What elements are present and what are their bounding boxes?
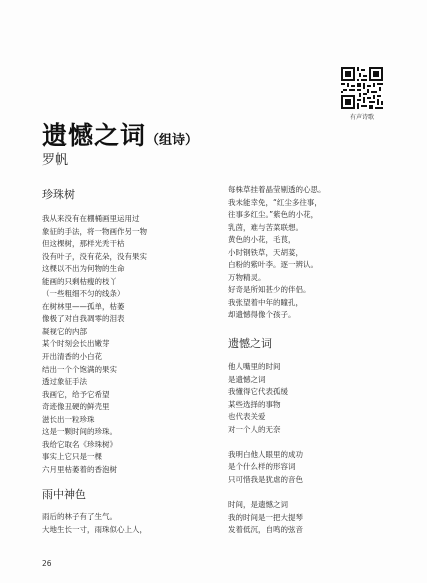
poem-title-yihanzhici: 遗憾之词 bbox=[228, 337, 272, 350]
poem-line: 某些选择的事物 bbox=[228, 399, 281, 409]
poem-line: 像极了对自我凋零的泪表 bbox=[42, 314, 125, 324]
poem-line: 也代表关爱 bbox=[228, 412, 266, 422]
poem-line: 能画的只剩枯瘦的枝丫 bbox=[42, 276, 117, 286]
poem-lines-yuzhongshense-continued bbox=[228, 184, 326, 322]
poem-line: 对一个人的无奈 bbox=[228, 424, 281, 434]
poem-line: 某个时刻会长出嫩芽 bbox=[42, 339, 110, 349]
poem-line: 这棵以不出为何物的生命 bbox=[42, 264, 125, 274]
poem-lines-yihanzhici bbox=[228, 361, 303, 537]
poem-line: 我未能幸免，“红尘多往事， bbox=[228, 197, 322, 207]
poem-line: （一些粗细不匀的线条） bbox=[42, 289, 125, 299]
collection-title bbox=[42, 116, 198, 152]
poem-line: 黄色的小花，毛茛， bbox=[228, 235, 296, 245]
poem-line: 发着低沉，自鸣的弦音 bbox=[228, 525, 303, 535]
poem-line: 却遗憾得像个孩子。 bbox=[228, 310, 296, 320]
poem-line: 我从来没有在棚桶画里运用过 bbox=[42, 214, 140, 223]
title-main: 遗憾之词 bbox=[42, 121, 147, 150]
author-name: 罗帆 bbox=[42, 153, 69, 168]
poem-title-zhenzhushu: 珍珠树 bbox=[42, 188, 75, 201]
poem-line: 结出一个个饱满的果实 bbox=[42, 364, 117, 374]
poem-line: 象征的手法，将一物画作另一物 bbox=[42, 226, 147, 236]
poem-line: 我给它取名《珍珠树》 bbox=[42, 439, 117, 449]
poem-line: 乳茵，难与苦菜联想。 bbox=[228, 222, 303, 232]
poem-line: 我明白他人眼里的成功 bbox=[228, 449, 303, 459]
poem-line: 事实上它只是一棵 bbox=[42, 452, 102, 462]
stanza-break bbox=[228, 486, 303, 499]
poem-line: 是个什么样的形容词 bbox=[228, 462, 296, 472]
poem-line: 没有叶子，没有花朵，没有果实 bbox=[42, 251, 147, 261]
poem-line: 奇迹像丑硬的鲜壳里 bbox=[42, 402, 110, 412]
title-subtitle: （组诗） bbox=[146, 133, 199, 148]
poem-line: 但这棵树，那样光秃干枯 bbox=[42, 239, 125, 249]
poem-line: 时间，是遗憾之词 bbox=[228, 500, 288, 510]
poem-line: 透过象征手法 bbox=[42, 377, 87, 387]
poem-line: 只可惜我是犹虐的音色 bbox=[228, 474, 303, 484]
qr-caption: 有声诗歌 bbox=[349, 114, 374, 121]
page-number: 26 bbox=[42, 559, 52, 568]
poem-line: 我张望着中年的瞳孔， bbox=[228, 297, 303, 307]
poem-line: 凝视它的内部 bbox=[42, 326, 87, 336]
poem-lines-yuzhongshense bbox=[42, 511, 147, 536]
poem-line: 每株草挂着晶莹剔透的心思。 bbox=[228, 185, 326, 194]
poem-title-yuzhongshense: 雨中神色 bbox=[42, 488, 86, 501]
poem-line: 开出清香的小白花 bbox=[42, 352, 102, 362]
poem-line: 雨后的林子有了生气。 bbox=[42, 512, 117, 521]
poem-line: 这是一颗时间的珍珠。 bbox=[42, 427, 117, 437]
poem-line: 他人嘴里的时间 bbox=[228, 362, 281, 371]
poem-line: 我画它，给予它希望 bbox=[42, 389, 110, 399]
poem-line: 我懂得它代表孤缓 bbox=[228, 387, 288, 397]
poem-lines-zhenzhushu bbox=[42, 213, 147, 476]
poem-line: 好奇是所知甚少的伴侣。 bbox=[228, 285, 311, 295]
poem-line: 在树林里——孤单，枯萎 bbox=[42, 301, 125, 311]
poem-line: 是遗憾之词 bbox=[228, 374, 266, 384]
qr-code[interactable] bbox=[341, 67, 383, 109]
poem-line: 往事多红尘。”紫色的小花， bbox=[228, 210, 319, 220]
poem-line: 万物精灵。 bbox=[228, 272, 266, 282]
poem-line: 滋长出一粒珍珠 bbox=[42, 414, 95, 424]
stanza-break bbox=[228, 436, 303, 449]
poem-line: 我的时间是一把大提琴 bbox=[228, 512, 303, 522]
poem-line: 六月里枯萎着的香泡树 bbox=[42, 464, 117, 474]
poem-line: 白粉的紫叶李。逐一辨认。 bbox=[228, 260, 318, 270]
poem-line: 大地生长一寸，雨珠似心上人， bbox=[42, 524, 147, 534]
poem-line: 小时钢铁草，天胡荽， bbox=[228, 247, 303, 257]
